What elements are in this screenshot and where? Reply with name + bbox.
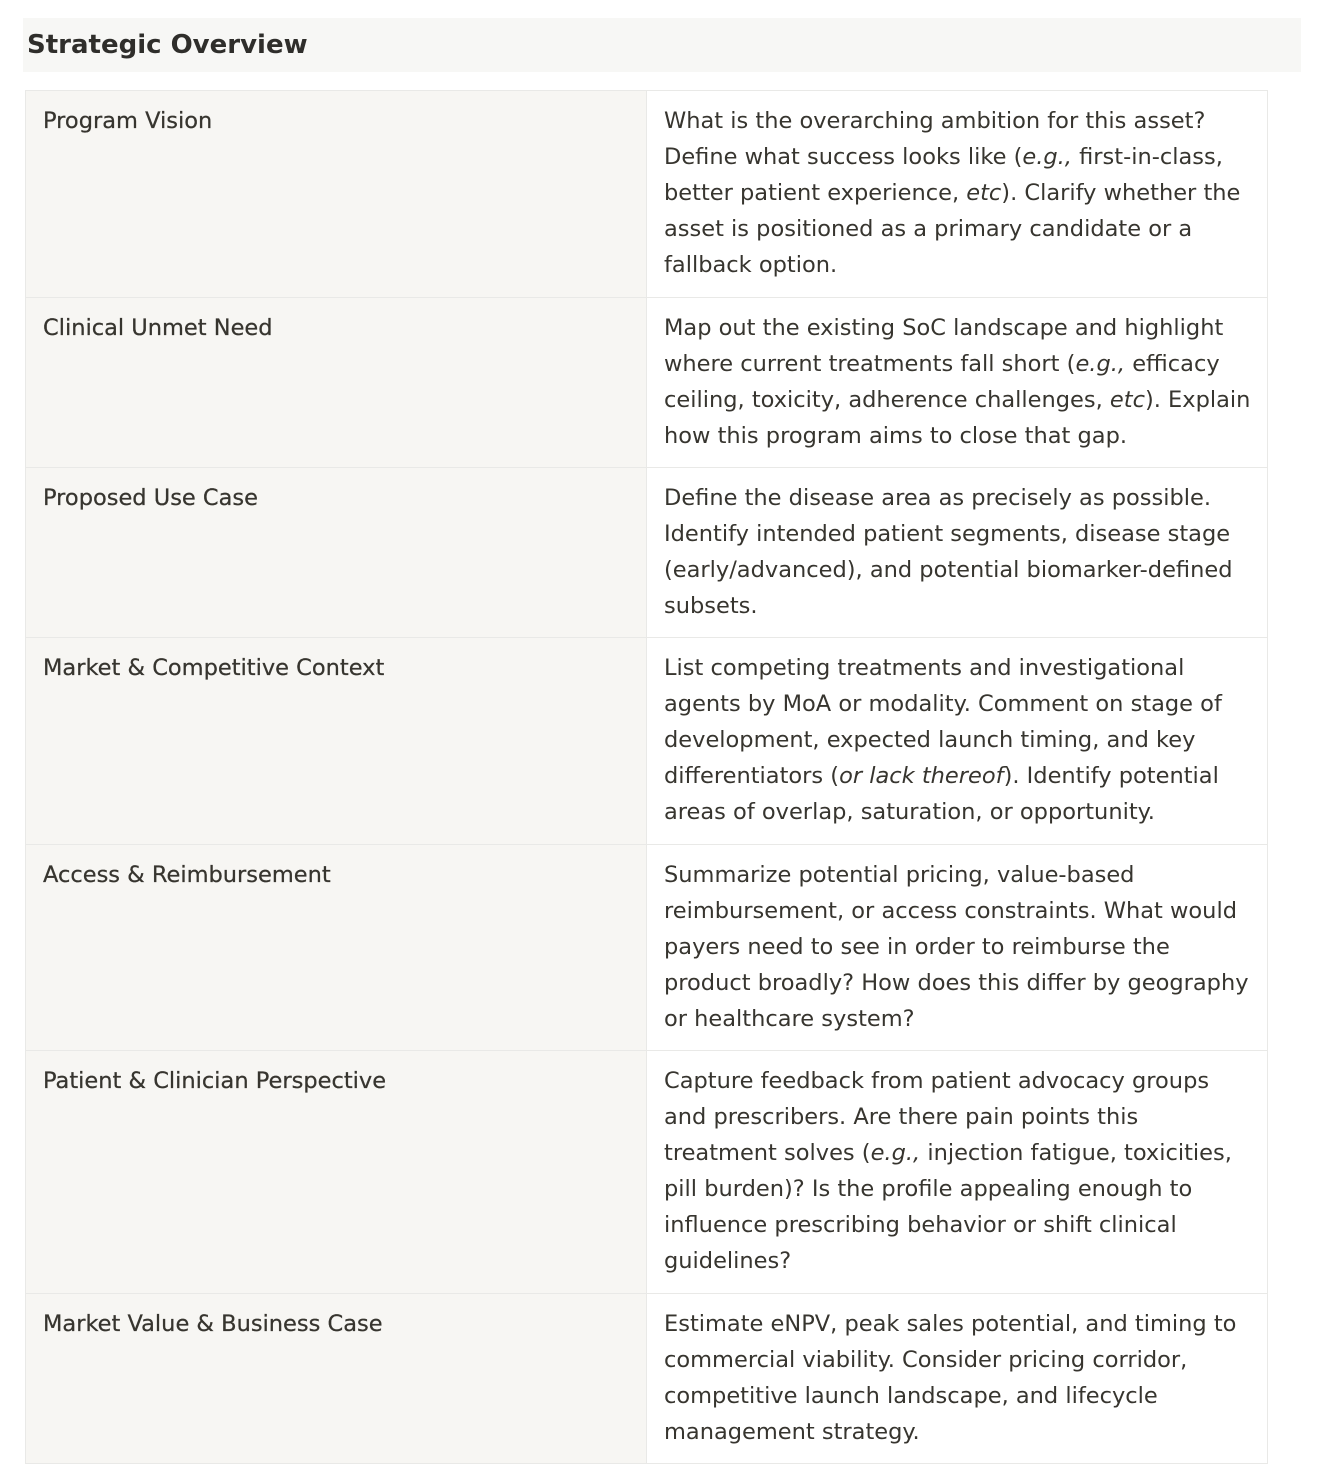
row-description: Capture feedback from patient advocacy groups and prescribers. Are there pain points this treatment solves (e.g., injection fatigue, toxicities, pill burden)? Is the profile appealing enough to influence prescribing behavior or shift clinical guidelines?: [647, 1051, 1268, 1294]
table-row: [26, 1051, 1268, 1294]
emphasis-text: e.g.,: [870, 1140, 921, 1166]
page-title: Strategic Overview: [27, 30, 308, 60]
row-description: What is the overarching ambition for this asset? Define what success looks like (e.g., first-in-class, better patient experience, etc). Clarify whether the asset is positioned as a primary candidate or a fallback option.: [647, 91, 1268, 298]
row-description: Define the disease area as precisely as possible. Identify intended patient segments, disease stage (early/advanced), and potential biomarker-defined subsets.: [647, 468, 1268, 638]
emphasis-text: e.g.,: [1022, 144, 1072, 170]
row-label: Market & Competitive Context: [26, 638, 647, 845]
table-row: [26, 298, 1268, 468]
row-description: List competing treatments and investigational agents by MoA or modality. Comment on stage of development, expected launch timing, and key differentiators (or lack thereof). Identify potential areas of overlap, saturation, or opportunity.: [647, 638, 1268, 845]
table-row: [26, 638, 1268, 845]
row-label: Patient & Clinician Perspective: [26, 1051, 647, 1294]
row-label: Proposed Use Case: [26, 468, 647, 638]
row-label: Program Vision: [26, 91, 647, 298]
row-label: Clinical Unmet Need: [26, 298, 647, 468]
table-row: [26, 845, 1268, 1051]
table-row: [26, 468, 1268, 638]
emphasis-text: e.g.,: [1075, 351, 1126, 377]
row-description: Map out the existing SoC landscape and highlight where current treatments fall short (e.g., efficacy ceiling, toxicity, adherence challenges, etc). Explain how this program aims to close that gap.: [647, 298, 1268, 468]
table-row: [26, 1294, 1268, 1464]
row-description: Summarize potential pricing, value-based reimbursement, or access constraints. What would payers need to see in order to reimburse the product broadly? How does this differ by geography or healthcare system?: [647, 845, 1268, 1051]
emphasis-text: etc: [966, 180, 1002, 206]
row-label: Access & Reimbursement: [26, 845, 647, 1051]
row-label: Market Value & Business Case: [26, 1294, 647, 1464]
table-row: [26, 91, 1268, 298]
strategic-overview-table: [25, 90, 1268, 1464]
row-description: Estimate eNPV, peak sales potential, and timing to commercial viability. Consider pricing corridor, competitive launch landscape, and lifecycle management strategy.: [647, 1294, 1268, 1464]
emphasis-text: etc: [1109, 387, 1145, 413]
emphasis-text: or lack thereof: [839, 763, 1004, 789]
section-header: [23, 18, 1301, 72]
